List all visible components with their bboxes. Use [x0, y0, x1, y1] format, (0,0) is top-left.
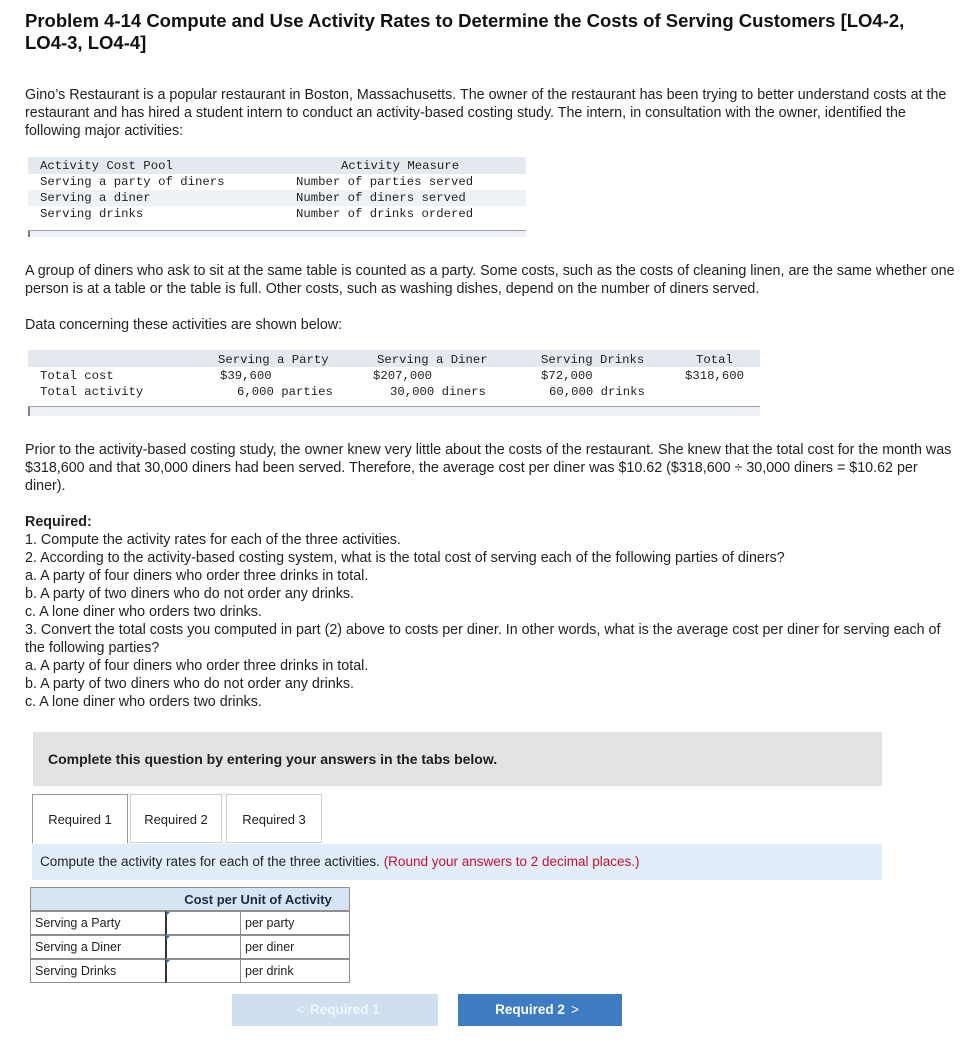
required-item: c. A lone diner who orders two drinks. — [25, 694, 262, 710]
complete-prompt: Complete this question by entering your answers in the tabs below. — [33, 732, 882, 786]
col-header-total: Total — [696, 353, 733, 367]
activity-data-table — [28, 350, 760, 416]
required-heading: Required: — [25, 514, 92, 530]
answer-row-unit: per drink — [240, 959, 350, 983]
required-item: a. A party of four diners who order three drinks in total. — [25, 658, 369, 674]
data-intro: Data concerning these activities are shown below: — [25, 317, 343, 333]
table-row — [30, 911, 350, 935]
col-header-serving-party: Serving a Party — [218, 353, 329, 367]
total-cost-drinks: $72,000 — [541, 369, 593, 383]
input-marker-icon — [166, 936, 170, 940]
total-activity-party: 6,000 parties — [237, 385, 333, 399]
next-button[interactable] — [458, 994, 622, 1026]
required-item: 3. Convert the total costs you computed in part (2) above to costs per diner. In other words, what is the average cost per diner for serving each of the following parties? — [25, 622, 941, 656]
party-paragraph: A group of diners who ask to sit at the same table is counted as a party. Some costs, such as the costs of cleaning linen, are the same whether one person is at a table or the table is full. Other costs, such as washing dishes, depend on the number of diners served. — [25, 263, 955, 297]
chevron-right-icon: > — [570, 1002, 579, 1017]
tab-required-3[interactable]: Required 3 — [226, 794, 322, 843]
required-item: a. A party of four diners who order three drinks in total. — [25, 568, 369, 584]
table-row-pool: Serving drinks — [40, 207, 144, 221]
col-header-activity-measure: Activity Measure — [341, 159, 460, 173]
answer-row-label: Serving a Party — [30, 911, 166, 935]
total-cost-party: $39,600 — [220, 369, 272, 383]
total-activity-drinks: 60,000 drinks — [549, 385, 645, 399]
serving-party-rate-input[interactable] — [165, 911, 241, 935]
answer-col-header: Cost per Unit of Activity — [184, 892, 332, 907]
intro-paragraph: Gino’s Restaurant is a popular restaurant in Boston, Massachusetts. The owner of the restaurant has been trying to better understand costs at the restaurant and has hired a student intern to conduct an activity-based costing study. The intern, in consultation with the owner, identified the following major activities: — [25, 87, 947, 139]
table-row-measure: Number of drinks ordered — [296, 207, 474, 221]
col-header-serving-diner: Serving a Diner — [377, 353, 488, 367]
required-section — [25, 513, 960, 711]
table-scroll-bar — [28, 230, 526, 237]
col-header-cost-pool: Activity Cost Pool — [40, 159, 173, 173]
answer-table — [30, 887, 350, 983]
total-cost-diner: $207,000 — [373, 369, 433, 383]
required-item: 1. Compute the activity rates for each of the three activities. — [25, 532, 401, 548]
activities-table — [28, 157, 526, 237]
row-label-total-activity: Total activity — [40, 385, 144, 399]
answer-row-unit: per diner — [240, 935, 350, 959]
input-marker-icon — [166, 960, 170, 964]
col-header-serving-drinks: Serving Drinks — [541, 353, 645, 367]
required-item: b. A party of two diners who do not order any drinks. — [25, 586, 355, 602]
table-scroll-bar — [28, 406, 760, 416]
instruction-bar — [32, 844, 882, 880]
prior-paragraph: Prior to the activity-based costing study, the owner knew very little about the costs of the restaurant. She knew that the total cost for the month was $318,600 and that 30,000 diners had been served. Therefore, the average cost per diner was $10.62 ($318,600 ÷ 30,000 diners = $10.62 per diner). — [25, 442, 952, 494]
table-row-pool: Serving a party of diners — [40, 175, 225, 189]
required-item: c. A lone diner who orders two drinks. — [25, 604, 262, 620]
next-button-label: Required 2 — [495, 1002, 565, 1017]
serving-diner-rate-input[interactable] — [165, 935, 241, 959]
row-label-total-cost: Total cost — [40, 369, 114, 383]
answer-row-label: Serving Drinks — [30, 959, 166, 983]
answer-table-header — [30, 887, 350, 911]
answer-row-label: Serving a Diner — [30, 935, 166, 959]
total-activity-diner: 30,000 diners — [390, 385, 486, 399]
input-marker-icon — [166, 912, 170, 916]
instruction-text: Compute the activity rates for each of the three activities. — [40, 854, 380, 869]
tab-required-1[interactable]: Required 1 — [32, 794, 128, 844]
problem-title: Problem 4-14 Compute and Use Activity Rates to Determine the Costs of Serving Customers [LO4-2, LO4-3, LO4-4] — [25, 10, 905, 53]
tab-required-2[interactable]: Required 2 — [130, 794, 222, 843]
table-row-measure: Number of parties served — [296, 175, 474, 189]
table-row-measure: Number of diners served — [296, 191, 466, 205]
previous-button[interactable] — [232, 994, 438, 1026]
rounding-note: (Round your answers to 2 decimal places.) — [383, 854, 640, 869]
table-row — [30, 959, 350, 983]
table-row-pool: Serving a diner — [40, 191, 151, 205]
previous-button-label: Required 1 — [310, 1002, 380, 1017]
answer-row-unit: per party — [240, 911, 350, 935]
total-cost-total: $318,600 — [685, 369, 745, 383]
chevron-left-icon: < — [296, 1002, 305, 1017]
required-item: b. A party of two diners who do not order any drinks. — [25, 676, 355, 692]
table-row — [30, 935, 350, 959]
serving-drinks-rate-input[interactable] — [165, 959, 241, 983]
required-item: 2. According to the activity-based costing system, what is the total cost of serving each of the following parties of diners? — [25, 550, 785, 566]
